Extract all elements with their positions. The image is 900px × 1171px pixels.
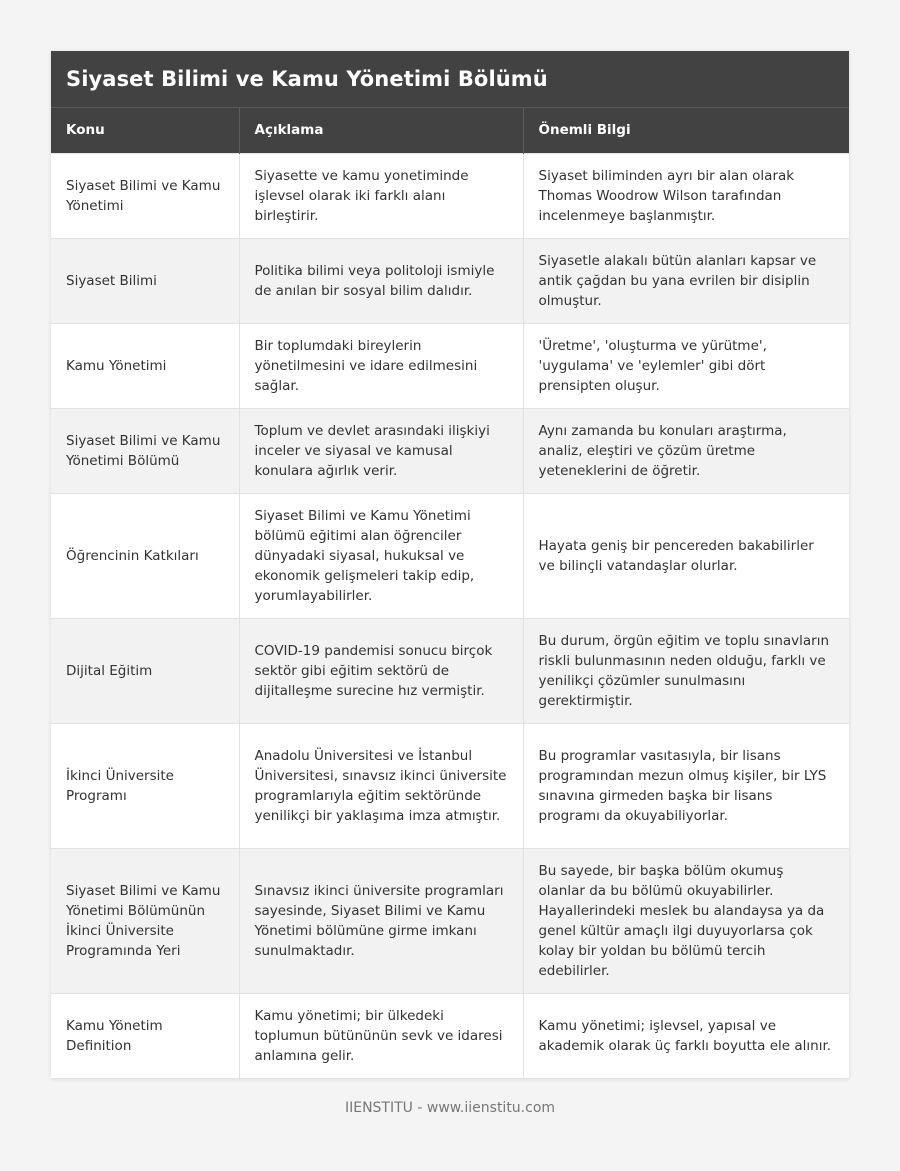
table-card [51, 51, 849, 1078]
cell-topic: Kamu Yönetim Definition [51, 993, 239, 1078]
cell-description: Bir toplumdaki bireylerin yönetilmesini ve idare edilmesini sağlar. [239, 323, 523, 408]
cell-topic: Siyaset Bilimi ve Kamu Yönetimi [51, 153, 239, 238]
cell-description: Sınavsız ikinci üniversite programları sayesinde, Siyaset Bilimi ve Kamu Yönetimi bölümüne girme imkanı sunulmaktadır. [239, 848, 523, 993]
cell-topic: İkinci Üniversite Programı [51, 723, 239, 848]
cell-info: Bu durum, örgün eğitim ve toplu sınavların riskli bulunmasının neden olduğu, farklı ve yenilikçi çözümler sunulmasını gerektirmiştir. [523, 618, 849, 723]
cell-info: Aynı zamanda bu konuları araştırma, analiz, eleştiri ve çözüm üretme yeteneklerini de öğretir. [523, 408, 849, 493]
cell-info: Siyaset biliminden ayrı bir alan olarak Thomas Woodrow Wilson tarafından incelenmeye başlanmıştır. [523, 153, 849, 238]
table-row [51, 153, 849, 238]
table-row [51, 408, 849, 493]
column-header-description: Açıklama [239, 108, 523, 153]
table-row [51, 618, 849, 723]
header-row [51, 108, 849, 153]
footer-credit: IIENSTITU - www.iienstitu.com [344, 1100, 556, 1116]
column-header-info: Önemli Bilgi [523, 108, 849, 153]
cell-info: Hayata geniş bir pencereden bakabilirler ve bilinçli vatandaşlar olurlar. [523, 493, 849, 618]
cell-topic: Siyaset Bilimi ve Kamu Yönetimi Bölümü [51, 408, 239, 493]
cell-description: COVID-19 pandemisi sonucu birçok sektör gibi eğitim sektörü de dijitalleşme surecine hız vermiştir. [239, 618, 523, 723]
cell-topic: Dijital Eğitim [51, 618, 239, 723]
title-bar [51, 51, 849, 108]
table-row [51, 493, 849, 618]
cell-info: Bu sayede, bir başka bölüm okumuş olanlar da bu bölümü okuyabilirler. Hayallerindeki meslek bu alandaysa ya da genel kültür amaçlı ilgi duyuyorlarsa çok kolay bir yoldan bu bölümü tercih edebilirler. [523, 848, 849, 993]
cell-topic: Siyaset Bilimi ve Kamu Yönetimi Bölümünün İkinci Üniversite Programında Yeri [51, 848, 239, 993]
cell-description: Toplum ve devlet arasındaki ilişkiyi inceler ve siyasal ve kamusal konulara ağırlık verir. [239, 408, 523, 493]
cell-description: Siyaset Bilimi ve Kamu Yönetimi bölümü eğitimi alan öğrenciler dünyadaki siyasal, hukuksal ve ekonomik gelişmeleri takip edip, yorumlayabilirler. [239, 493, 523, 618]
page-title: Siyaset Bilimi ve Kamu Yönetimi Bölümü [66, 67, 548, 91]
cell-info: Kamu yönetimi; işlevsel, yapısal ve akademik olarak üç farklı boyutta ele alınır. [523, 993, 849, 1078]
data-table [51, 108, 849, 1078]
cell-info: 'Üretme', 'oluşturma ve yürütme', 'uygulama' ve 'eylemler' gibi dört prensipten oluşur. [523, 323, 849, 408]
cell-description: Politika bilimi veya politoloji ismiyle de anılan bir sosyal bilim dalıdır. [239, 238, 523, 323]
cell-topic: Kamu Yönetimi [51, 323, 239, 408]
table-row [51, 323, 849, 408]
cell-description: Siyasette ve kamu yonetiminde işlevsel olarak iki farklı alanı birleştirir. [239, 153, 523, 238]
table-row [51, 723, 849, 848]
cell-info: Bu programlar vasıtasıyla, bir lisans programından mezun olmuş kişiler, bir LYS sınavına girmeden başka bir lisans programı da okuyabiliyorlar. [523, 723, 849, 848]
column-header-topic: Konu [66, 122, 105, 139]
table-row [51, 238, 849, 323]
cell-topic: Siyaset Bilimi [51, 238, 239, 323]
cell-info: Siyasetle alakalı bütün alanları kapsar ve antik çağdan bu yana evrilen bir disiplin olmuştur. [523, 238, 849, 323]
table-row [51, 993, 849, 1078]
cell-description: Kamu yönetimi; bir ülkedeki toplumun bütününün sevk ve idaresi anlamına gelir. [239, 993, 523, 1078]
table-row [51, 848, 849, 993]
cell-description: Anadolu Üniversitesi ve İstanbul Üniversitesi, sınavsız ikinci üniversite programlarıyla eğitim sektöründe yenilikçi bir yaklaşıma imza atmıştır. [239, 723, 523, 848]
cell-topic: Öğrencinin Katkıları [51, 493, 239, 618]
